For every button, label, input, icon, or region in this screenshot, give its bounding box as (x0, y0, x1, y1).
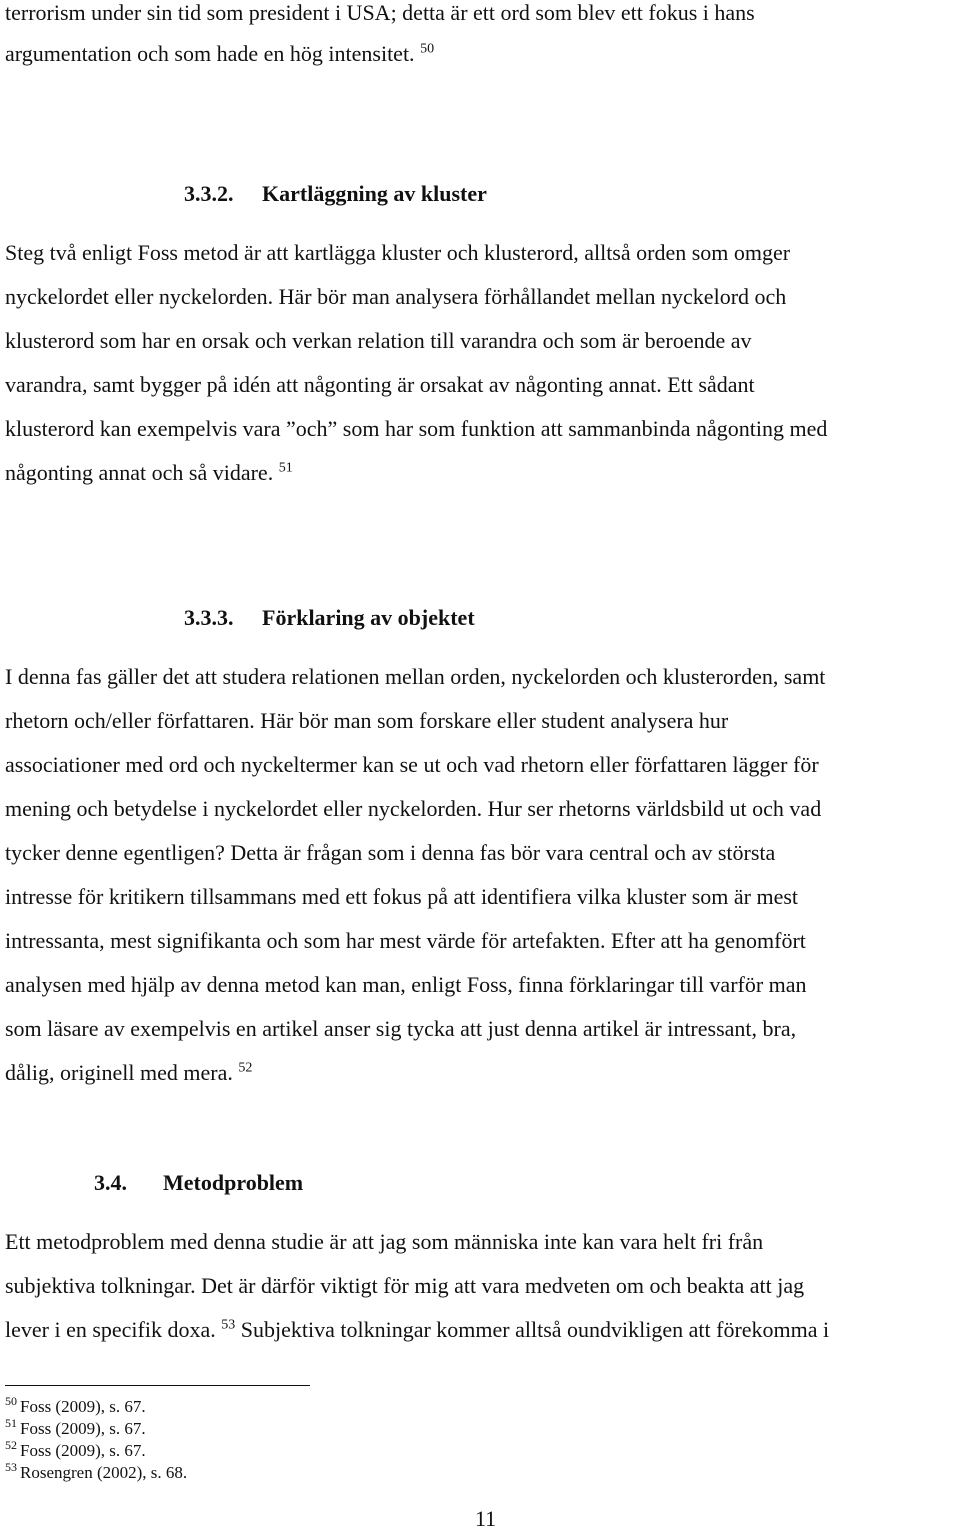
footnote-reference: 52 (238, 1060, 253, 1076)
page-number: 11 (475, 1506, 497, 1531)
footnote-reference: 51 (278, 460, 293, 476)
section-title: Förklaring av objektet (262, 605, 475, 630)
body-text-line: I denna fas gäller det att studera relationen mellan orden, nyckelorden och klusterorden, samt (5, 664, 826, 689)
footnote-number: 53 (5, 1460, 17, 1475)
body-text-line: terrorism under sin tid som president i USA; detta är ett ord som blev ett fokus i hans (5, 0, 755, 25)
body-text-line (5, 460, 293, 486)
body-text-line: analysen med hjälp av denna metod kan man, enligt Foss, finna förklaringar till varför man (5, 972, 807, 997)
body-text-line: associationer med ord och nyckeltermer kan se ut och vad rhetorn eller författaren lägger för (5, 752, 819, 777)
body-text-line: nyckelordet eller nyckelorden. Här bör man analysera förhållandet mellan nyckelord och (5, 284, 787, 309)
body-text-line: klusterord som har en orsak och verkan relation till varandra och som är beroende av (5, 328, 752, 353)
body-text-segment: någonting annat och så vidare. (5, 460, 274, 485)
section-heading (184, 605, 475, 631)
footnote-text: Rosengren (2002), s. 68. (20, 1463, 188, 1482)
body-text-line: Ett metodproblem med denna studie är att jag som människa inte kan vara helt fri från (5, 1229, 764, 1254)
footnote (5, 1438, 146, 1461)
body-text-line: mening och betydelse i nyckelordet eller nyckelorden. Hur ser rhetorns världsbild ut och vad (5, 796, 822, 821)
footnote-number: 51 (5, 1416, 17, 1431)
footnote-text: Foss (2009), s. 67. (20, 1441, 146, 1460)
body-text-line: Steg två enligt Foss metod är att kartlägga kluster och klusterord, alltså orden som omger (5, 240, 791, 265)
body-text-segment: argumentation och som hade en hög intensitet. (5, 41, 415, 66)
body-text-line (5, 1317, 829, 1343)
body-text-line (5, 41, 434, 67)
body-text-line: subjektiva tolkningar. Det är därför viktigt för mig att vara medveten om och beakta att jag (5, 1273, 805, 1298)
body-text-line: som läsare av exempelvis en artikel anser sig tycka att just denna artikel är intressant, bra, (5, 1016, 797, 1041)
body-text-line: intressanta, mest signifikanta och som har mest värde för artefakten. Efter att ha genomfört (5, 928, 806, 953)
footnote-reference: 53 (221, 1317, 236, 1333)
footnote (5, 1460, 188, 1483)
footnote-separator (5, 1385, 310, 1386)
body-text-segment: lever i en specifik doxa. (5, 1317, 216, 1342)
body-text-line: rhetorn och/eller författaren. Här bör man som forskare eller student analysera hur (5, 708, 729, 733)
footnote-text: Foss (2009), s. 67. (20, 1397, 146, 1416)
body-text-line: intresse för kritikern tillsammans med ett fokus på att identifiera vilka kluster som är mest (5, 884, 799, 909)
section-number: 3.3.2. (184, 181, 234, 206)
footnote-reference: 50 (420, 41, 435, 57)
footnote (5, 1394, 146, 1417)
section-title: Metodproblem (163, 1170, 304, 1195)
footnote (5, 1416, 146, 1439)
section-number: 3.3.3. (184, 605, 234, 630)
section-heading (184, 181, 487, 207)
body-text-line: tycker denne egentligen? Detta är frågan som i denna fas bör vara central och av största (5, 840, 776, 865)
section-title: Kartläggning av kluster (262, 181, 487, 206)
section-number: 3.4. (94, 1170, 127, 1195)
section-heading (94, 1170, 304, 1196)
footnote-number: 52 (5, 1438, 17, 1453)
body-text-line: klusterord kan exempelvis vara ”och” som har som funktion att sammanbinda någonting med (5, 416, 828, 441)
body-text-line: varandra, samt bygger på idén att någonting är orsakat av någonting annat. Ett sådant (5, 372, 755, 397)
body-text-segment: dålig, originell med mera. (5, 1060, 233, 1085)
footnote-number: 50 (5, 1394, 17, 1409)
body-text-segment: Subjektiva tolkningar kommer alltså oundvikligen att förekomma i (235, 1317, 830, 1342)
footnote-text: Foss (2009), s. 67. (20, 1419, 146, 1438)
body-text-line (5, 1060, 252, 1086)
